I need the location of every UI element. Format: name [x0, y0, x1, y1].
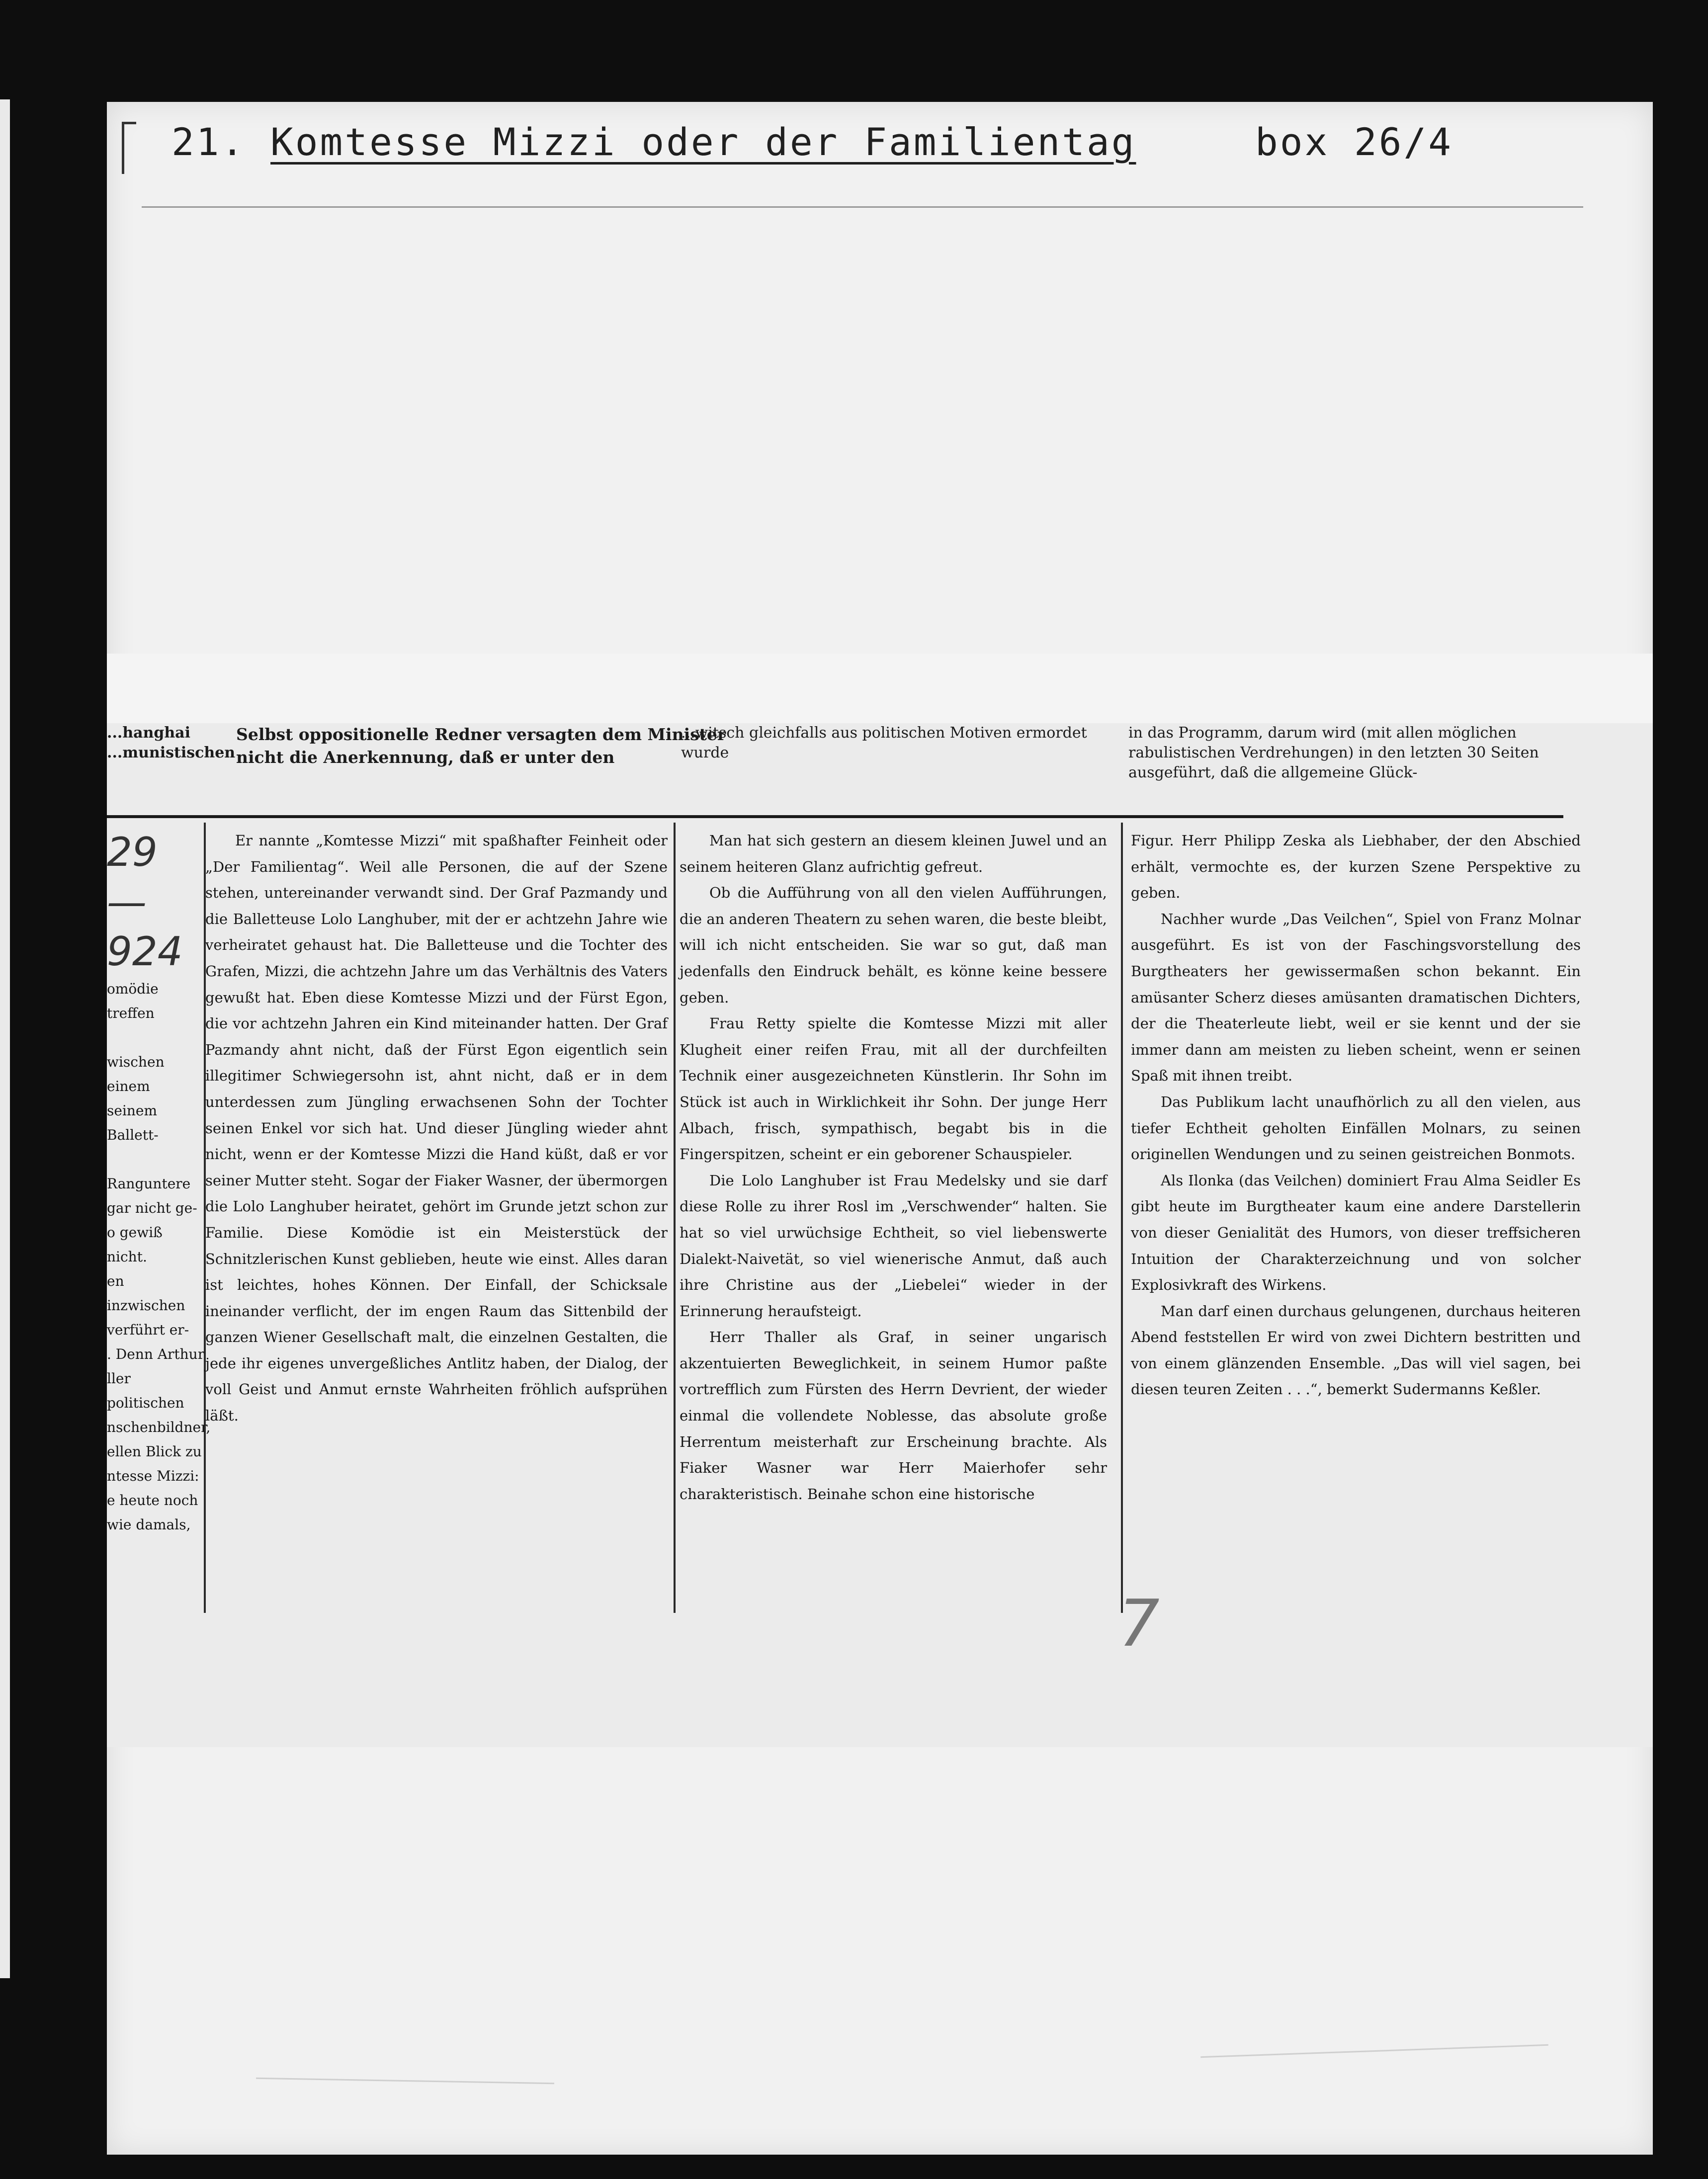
folder-header	[107, 102, 1653, 221]
archive-sheet	[107, 102, 1653, 2155]
column-divider-2	[674, 823, 676, 1613]
handwriting-line-1: 29	[107, 829, 158, 875]
torn-top-edge	[107, 654, 1653, 723]
handwriting-line-2: —	[107, 879, 147, 925]
fragment-line: Ranguntere	[107, 1175, 191, 1192]
handwritten-date	[107, 828, 206, 977]
fragment-line: seinem Ballett-	[107, 1102, 159, 1143]
fragment-line: gar nicht ge-	[107, 1200, 197, 1216]
prev-fragment-col1: Selbst oppositionelle Redner versagten dem Minister nicht die Anerkennung, daß er unter den	[236, 725, 726, 767]
paragraph: Die Lolo Langhuber ist Frau Medelsky und sie darf diese Rolle zu ihrer Rosl im „Verschwender“ halten. Sie hat so viel urwüchsige Echtheit, so viel liebenswerte Dialekt-Naivetät, so viel wienerische Anmut, daß auch ihre Christine aus der „Liebelei“ wieder in der Erinnerung heraufsteigt.	[680, 1172, 1107, 1320]
paragraph: Das Publikum lacht unaufhörlich zu all den vielen, aus tiefer Echtheit geholten Einfällen Molnars, zu seinen originellen Wendungen und zu seinen geistreichen Bonmots.	[1131, 1093, 1581, 1163]
fragment-line: en inzwischen	[107, 1273, 185, 1314]
paragraph: Frau Retty spielte die Komtesse Mizzi mit aller Klugheit einer reifen Frau, mit all der durchfeilten Technik einer ausgezeichneten Künstlerin. Ihr Sohn im Stück ist auch in Wirklichkeit ihr Sohn. Der junge Herr Albach, frisch, sympathisch, begabt bis in die Fingerspitzen, scheint er ein geborener Schauspieler.	[680, 1015, 1107, 1163]
paragraph: Als Ilonka (das Veilchen) dominiert Frau Alma Seidler Es gibt heute im Burgtheater kaum eine andere Darstellerin von dieser Genialität des Humors, von dieser treffsicheren Intuition der Charakterzeichnung und von solcher Explosivkraft des Wirkens.	[1131, 1172, 1581, 1294]
paragraph: Man hat sich gestern an diesem kleinen Juwel und an seinem heiteren Glanz aufrichtig gefreut.	[680, 832, 1107, 875]
left-edge-strip	[0, 99, 10, 1978]
corner-bracket-mark	[122, 122, 136, 174]
fragment-line: omödie treffen	[107, 981, 159, 1021]
prev-fragment-col0: ...hanghai ...munistischen	[107, 724, 236, 761]
fragment-line: verführt er-	[107, 1322, 189, 1338]
fragment-line: ntesse Mizzi:	[107, 1468, 199, 1484]
fragment-line: wie damals,	[107, 1516, 191, 1533]
header-rule	[142, 206, 1583, 208]
pencil-mark: 7	[1118, 1586, 1160, 1661]
paragraph: Ob die Aufführung von all den vielen Aufführungen, die an anderen Theatern zu sehen waren, die beste bleibt, will ich nicht entscheiden. Sie war so gut, daß man jedenfalls den Eindruck behält, es könne keine bessere geben.	[680, 884, 1107, 1006]
fragment-line: nschenbildner,	[107, 1419, 211, 1435]
column-c-text	[680, 828, 1107, 1507]
paragraph: Nachher wurde „Das Veilchen“, Spiel von Franz Molnar ausgeführt. Es ist von der Faschingsvorstellung des Burgtheaters her gewissermaßen schon bekannt. Ein amüsanter Scherz dieses amüsanten dramatischen Dichters, der die Theaterleute liebt, weil er sie kennt und der sie immer dann am meisten zu lieben scheint, wenn er seinen Spaß mit ihnen treibt.	[1131, 910, 1581, 1085]
column-b-text	[205, 828, 668, 1429]
fragment-line	[107, 1025, 206, 1050]
newspaper-clipping	[107, 654, 1653, 1747]
scratch-line	[256, 2078, 554, 2084]
paragraph: Man darf einen durchaus gelungenen, durchaus heiteren Abend feststellen Er wird von zwei Dichtern bestritten und von einem glänzenden Ensemble. „Das will viel sagen, bei diesen teuren Zeiten . . .“, bemerkt Sudermanns Keßler.	[1131, 1302, 1581, 1398]
fragment-line	[107, 1147, 206, 1172]
play-title: Komtesse Mizzi oder der Familientag	[270, 120, 1136, 164]
box-label: box 26/4	[1255, 120, 1453, 164]
handwriting-line-3: 924	[107, 928, 183, 975]
prev-fragment-col3: in das Programm, darum wird (mit allen möglichen rabulistischen Verdrehungen) in den letzten 30 Seiten ausgeführt, daß die allgemeine Glück-	[1128, 724, 1539, 781]
column-d-text	[1131, 828, 1581, 1403]
article-separator-rule	[107, 815, 1563, 818]
column-divider-3	[1121, 823, 1123, 1613]
fragment-line: . Denn Arthur	[107, 1346, 205, 1362]
fragment-line: o gewiß nicht.	[107, 1224, 163, 1265]
fragment-line: ller politischen	[107, 1370, 184, 1411]
scratch-line	[1200, 2044, 1548, 2058]
header-title-line	[171, 120, 1136, 164]
column-a-fragments	[107, 828, 211, 1537]
paragraph: Er nannte „Komtesse Mizzi“ mit spaßhafter Feinheit oder „Der Familientag“. Weil alle Personen, die auf der Szene stehen, untereinander verwandt sind. Der Graf Pazmandy und die Balletteuse Lolo Langhuber, mit der er achtzehn Jahre wie verheiratet gehaust hat. Die Balletteuse und die Tochter des Grafen, Mizzi, die achtzehn Jahre um das Verhältnis des Vaters gewußt hat. Eben diese Komtesse Mizzi und der Fürst Egon, die vor achtzehn Jahren ein Kind miteinander hatten. Der Graf Pazmandy ahnt nicht, daß der Fürst Egon eigentlich sein illegitimer Schwiegersohn ist, ahnt nicht, daß er in dem unterdessen zum Jüngling erwachsenen Sohn der Tochter seinen Enkel vor sich hat. Und dieser Jüngling wieder ahnt nicht, wenn er der Komtesse Mizzi die Hand küßt, daß er vor seiner Mutter steht. Sogar der Fiaker Wasner, der übermorgen die Lolo Langhuber heiratet, gehört im Grunde jetzt schon zur Familie. Diese Komödie ist ein Meisterstück der Schnitzlerischen Kunst geblieben, heute wie einst. Alles daran ist leichtes, hohes Können. Der Einfall, der Schicksale ineinander verflicht, der im engen Raum das Sittenbild der ganzen Wiener Gesellschaft malt, die einzelnen Gestalten, die jede ihr eigenes unvergeßliches Antlitz haben, der Dialog, der voll Geist und Anmut ernste Wahrheiten fröhlich aufsprühen läßt.	[205, 832, 668, 1425]
fragment-line: ellen Blick zu	[107, 1443, 202, 1460]
item-number: 21.	[171, 120, 246, 164]
prev-fragment-col2: ...witsch gleichfalls aus politischen Motiven ermordet wurde	[681, 724, 1087, 761]
paragraph: Herr Thaller als Graf, in seiner ungarisch akzentuierten Beweglichkeit, in seinem Humor paßte vortrefflich zum Fürsten des Herrn Devrient, der wieder einmal die vollendete Noblesse, das absolute große Herrentum meisterhaft zur Erscheinung brachte. Als Fiaker Wasner war Herr Maierhofer sehr charakteristisch. Beinahe schon eine historische	[680, 1329, 1107, 1503]
paragraph: Figur. Herr Philipp Zeska als Liebhaber, der den Abschied erhält, vermochte es, der kurzen Szene Perspektive zu geben.	[1131, 832, 1581, 902]
fragment-line: wischen einem	[107, 1054, 165, 1094]
fragment-line: e heute noch	[107, 1492, 198, 1509]
previous-article-strip	[107, 723, 1578, 798]
